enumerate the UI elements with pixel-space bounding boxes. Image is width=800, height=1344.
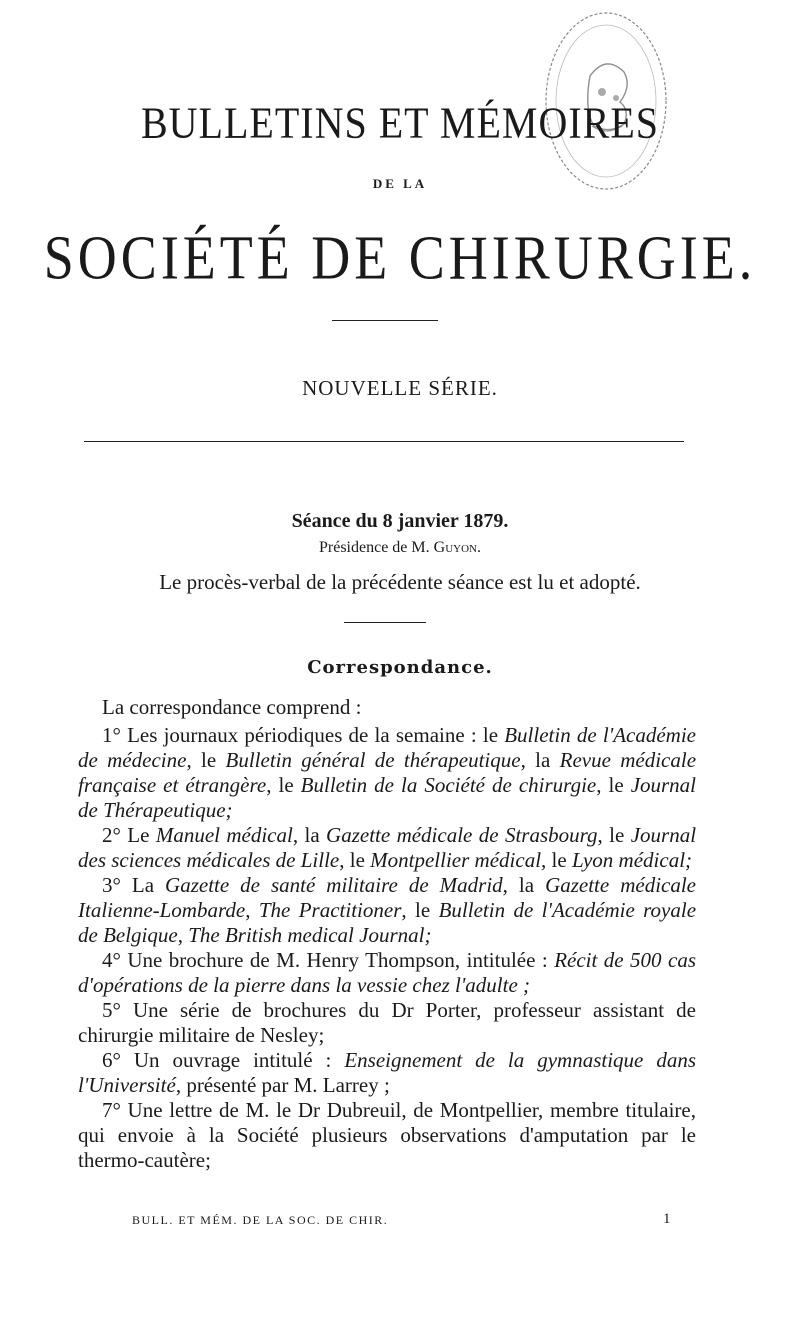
item-text: , présenté par M. Larrey ; [175,1073,390,1097]
item-text: , le [339,848,371,872]
correspondance-intro [78,695,696,720]
item-text: , le [401,898,439,922]
item-title-italic: The Practitioner [258,898,402,922]
item-title-italic: Journal des sciences médicales de Lille [78,823,697,872]
item-title-italic: Enseignement de la gymnastique dans l'Université [78,1048,696,1097]
item-title-italic: Journal de Thérapeutique; [78,773,697,822]
item-title-italic: Gazette médicale de Strasbourg [326,823,598,847]
correspondance-item [78,998,696,1048]
journal-title-connector: DE LA [372,176,428,191]
series-label: NOUVELLE SÉRIE. [302,376,498,400]
correspondance-item [78,823,696,873]
item-text: , [177,923,189,947]
page-footer [132,1213,672,1228]
item-title-italic: Gazette de santé militaire de Madrid [165,873,503,897]
correspondance-item [78,723,696,823]
item-text: 3° La [102,873,166,897]
item-text: 6° Un ouvrage intitulé : [102,1048,345,1072]
correspondance-item [78,948,696,998]
item-title-italic: Gazette médicale Italienne-Lombarde [78,873,696,922]
correspondance-list [78,723,696,1173]
item-text: , le [597,823,631,847]
president-name: Guyon. [433,539,481,556]
item-title-italic: Bulletin général de thérapeutique [225,748,521,772]
item-text: , la [292,823,327,847]
seance-title: Séance du 8 janvier 1879. [291,510,509,532]
item-text: , le [596,773,631,797]
item-text: 2° Le [102,823,156,847]
item-title-italic: Bulletin de la Société de chirurgie [300,773,597,797]
item-title-italic: Revue médicale française et étrangère [78,748,697,797]
journal-title: BULLETINS ET MÉMOIRES [140,97,660,148]
proces-verbal: Le procès-verbal de la précédente séance est lu et adopté. [159,570,641,594]
item-text: 4° Une brochure de M. Henry Thompson, intitulée : [102,948,555,972]
item-title-italic: Montpellier médical [370,848,542,872]
item-title-italic: Récit de 500 cas d'opérations de la pierre dans la vessie chez l'adulte ; [78,948,697,997]
running-title: BULL. ET MÉM. DE LA SOC. DE CHIR. [132,1213,389,1227]
item-text: , le [541,848,572,872]
item-title-italic: Manuel médical [155,823,293,847]
correspondance-item [78,1098,696,1173]
correspondance-item [78,873,696,948]
item-text: 1° Les journaux périodiques de la semaine : le [102,723,505,747]
society-title: SOCIÉTÉ DE CHIRURGIE. [43,223,757,293]
item-text: 7° Une lettre de M. le Dr Dubreuil, de Montpellier, membre titulaire, qui envoie à la Société plusieurs observations d'amputation par le thermo-cautère; [78,1098,696,1172]
correspondance-heading: Correspondance. [307,657,493,678]
item-text: , [245,898,259,922]
presidence-line [0,539,800,557]
item-text: , le [266,773,301,797]
item-title-italic: The British medical Journal; [188,923,432,947]
item-title-italic: Bulletin de l'Académie royale de Belgique [78,898,697,947]
correspondance-item [78,1048,696,1098]
item-title-italic: Lyon médical; [571,848,693,872]
item-text: , la [502,873,546,897]
signature-mark: 1 [663,1211,672,1227]
item-text: 5° Une série de brochures du Dr Porter, professeur assistant de chirurgie militaire de Nesley; [78,998,696,1047]
item-text: , le [186,748,226,772]
intro-paragraph: La correspondance comprend : [102,695,362,719]
presidence-prefix: Présidence de M. [319,539,430,556]
item-title-italic: Bulletin de l'Académie de médecine [78,723,696,772]
short-divider [344,622,426,623]
section-divider [84,441,684,442]
item-text: , la [520,748,560,772]
title-divider [332,320,438,321]
